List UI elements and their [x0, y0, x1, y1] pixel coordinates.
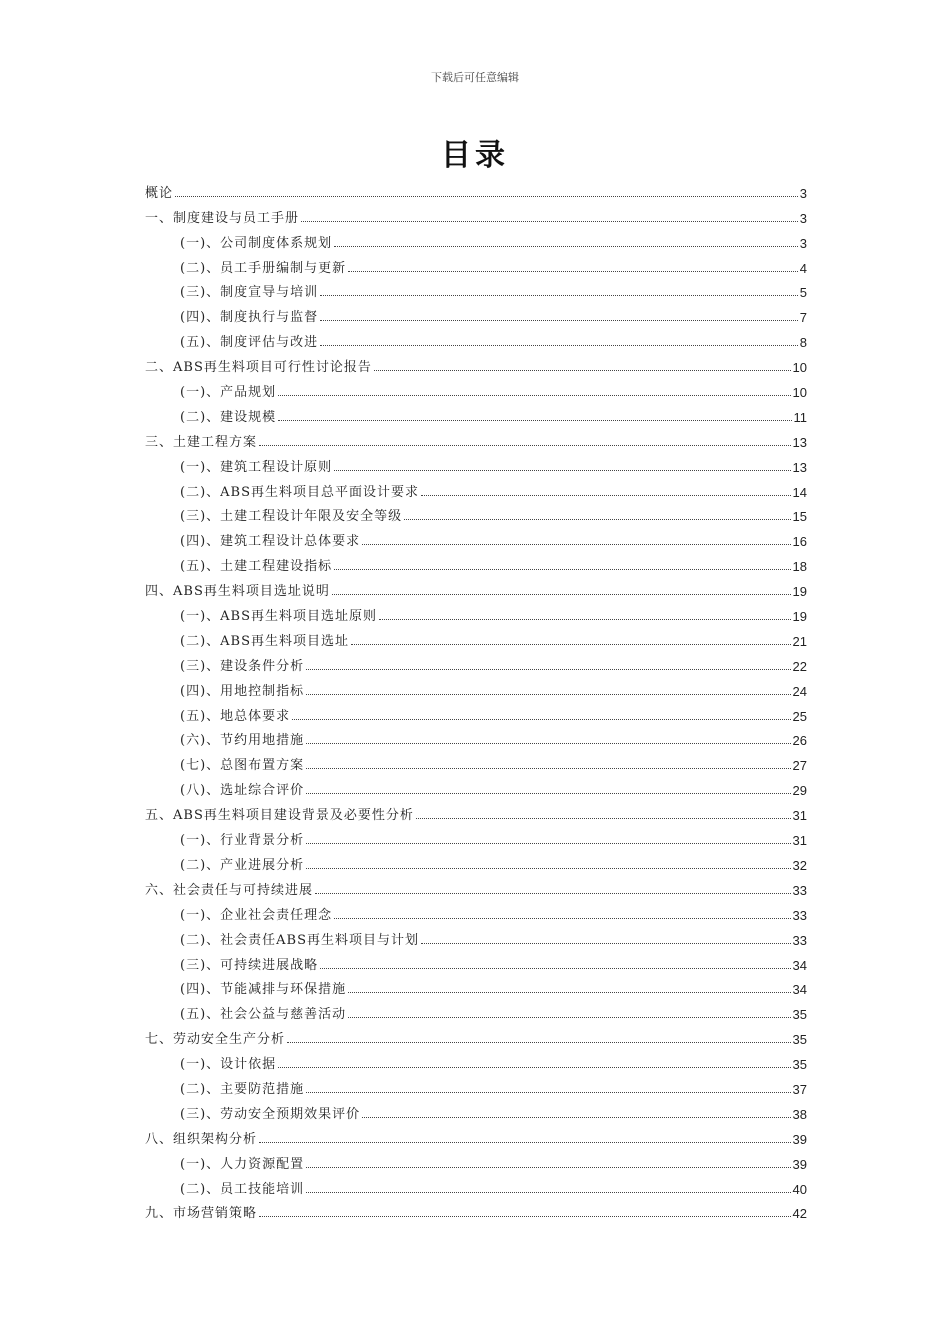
toc-entry-page-number: 21 — [792, 633, 807, 649]
toc-dot-leader — [278, 395, 790, 396]
toc-entry[interactable] — [145, 649, 807, 674]
page-title: 目录 — [441, 138, 509, 173]
toc-entry-page-number: 38 — [792, 1106, 807, 1122]
toc-entry[interactable] — [145, 1072, 807, 1097]
toc-entry[interactable] — [145, 251, 807, 276]
toc-entry-page-number: 3 — [799, 210, 807, 226]
toc-entry-label: 七、劳动安全生产分析 — [145, 1032, 286, 1048]
toc-entry[interactable] — [145, 276, 807, 301]
toc-entry-page-number: 29 — [792, 783, 807, 799]
toc-entry[interactable] — [145, 1097, 807, 1122]
toc-entry-page-number: 27 — [792, 758, 807, 774]
toc-entry-page-number: 34 — [792, 982, 807, 998]
toc-entry-page-number: 31 — [792, 808, 807, 824]
toc-entry-page-number: 39 — [792, 1156, 807, 1172]
toc-entry[interactable] — [145, 1197, 807, 1222]
toc-entry[interactable] — [145, 300, 807, 325]
toc-entry[interactable] — [145, 475, 807, 500]
toc-dot-leader — [287, 1042, 791, 1043]
toc-entry-page-number: 35 — [792, 1007, 807, 1023]
toc-entry-label: (二)、员工技能培训 — [180, 1181, 305, 1197]
toc-dot-leader — [301, 221, 798, 222]
toc-entry[interactable] — [145, 773, 807, 798]
toc-dot-leader — [379, 619, 791, 620]
toc-entry-label: (三)、可持续进展战略 — [180, 957, 319, 973]
toc-dot-leader — [259, 445, 791, 446]
toc-entry[interactable] — [145, 201, 807, 226]
toc-dot-leader — [320, 968, 790, 969]
toc-entry-label: 九、市场营销策略 — [145, 1206, 258, 1222]
toc-entry-page-number: 33 — [792, 882, 807, 898]
toc-entry[interactable] — [145, 226, 807, 251]
toc-entry[interactable] — [145, 400, 807, 425]
toc-dot-leader — [362, 544, 790, 545]
toc-entry-page-number: 32 — [792, 857, 807, 873]
toc-entry-label: (三)、制度宣导与培训 — [180, 285, 319, 301]
toc-entry-label: (四)、节能减排与环保措施 — [180, 982, 347, 998]
toc-dot-leader — [421, 943, 791, 944]
toc-entry-label: (三)、建设条件分析 — [180, 658, 305, 674]
toc-entry[interactable] — [145, 1172, 807, 1197]
toc-entry[interactable] — [145, 1122, 807, 1147]
toc-entry-page-number: 37 — [792, 1081, 807, 1097]
toc-entry[interactable] — [145, 599, 807, 624]
toc-entry-label: 八、组织架构分析 — [145, 1131, 258, 1147]
toc-dot-leader — [334, 569, 790, 570]
toc-entry[interactable] — [145, 923, 807, 948]
toc-entry-page-number: 14 — [792, 484, 807, 500]
toc-entry-label: (二)、ABS再生料项目选址 — [180, 633, 349, 649]
toc-entry-label: (一)、ABS再生料项目选址原则 — [180, 609, 377, 625]
toc-entry-label: (二)、建设规模 — [180, 409, 277, 425]
toc-dot-leader — [306, 1092, 790, 1093]
toc-dot-leader — [416, 818, 791, 819]
toc-entry-page-number: 35 — [792, 1057, 807, 1073]
toc-dot-leader — [348, 271, 798, 272]
toc-entry-label: (五)、地总体要求 — [180, 708, 291, 724]
toc-entry-label: (一)、产品规划 — [180, 385, 277, 401]
toc-dot-leader — [306, 694, 790, 695]
toc-entry[interactable] — [145, 699, 807, 724]
toc-dot-leader — [306, 1167, 790, 1168]
toc-entry-page-number: 31 — [792, 833, 807, 849]
toc-entry-label: 五、ABS再生料项目建设背景及必要性分析 — [145, 808, 414, 824]
toc-entry[interactable] — [145, 1047, 807, 1072]
toc-entry[interactable] — [145, 574, 807, 599]
toc-entry-page-number: 16 — [792, 534, 807, 550]
toc-entry-label: (一)、人力资源配置 — [180, 1156, 305, 1172]
toc-dot-leader — [306, 768, 790, 769]
toc-dot-leader — [306, 1192, 790, 1193]
toc-entry-label: (二)、产业进展分析 — [180, 857, 305, 873]
toc-entry[interactable] — [145, 375, 807, 400]
toc-entry[interactable] — [145, 674, 807, 699]
toc-dot-leader — [351, 644, 791, 645]
toc-entry[interactable] — [145, 798, 807, 823]
toc-dot-leader — [320, 320, 798, 321]
toc-dot-leader — [306, 793, 790, 794]
toc-entry-page-number: 11 — [793, 409, 807, 425]
toc-dot-leader — [175, 196, 798, 197]
toc-entry-label: (一)、建筑工程设计原则 — [180, 459, 333, 475]
toc-entry-page-number: 10 — [792, 360, 807, 376]
toc-entry-label: (一)、行业背景分析 — [180, 833, 305, 849]
toc-dot-leader — [278, 1067, 790, 1068]
toc-entry-label: (二)、主要防范措施 — [180, 1081, 305, 1097]
toc-entry-label: (二)、ABS再生料项目总平面设计要求 — [180, 484, 419, 500]
toc-dot-leader — [320, 295, 798, 296]
toc-entry-label: 六、社会责任与可持续进展 — [145, 882, 314, 898]
toc-entry-page-number: 22 — [792, 658, 807, 674]
toc-entry[interactable] — [145, 948, 807, 973]
toc-dot-leader — [306, 868, 790, 869]
toc-entry-page-number: 42 — [792, 1206, 807, 1222]
toc-entry[interactable] — [145, 873, 807, 898]
toc-entry-label: (三)、劳动安全预期效果评价 — [180, 1106, 361, 1122]
toc-entry-page-number: 8 — [799, 335, 807, 351]
toc-entry[interactable] — [145, 997, 807, 1022]
toc-dot-leader — [320, 345, 798, 346]
table-of-contents — [145, 176, 807, 1221]
toc-entry[interactable] — [145, 1147, 807, 1172]
toc-entry-page-number: 19 — [792, 584, 807, 600]
toc-entry[interactable] — [145, 450, 807, 475]
toc-dot-leader — [292, 719, 790, 720]
toc-dot-leader — [259, 1142, 791, 1143]
toc-entry-label: 一、制度建设与员工手册 — [145, 210, 300, 226]
toc-entry[interactable] — [145, 973, 807, 998]
toc-entry-page-number: 3 — [799, 235, 807, 251]
toc-dot-leader — [334, 918, 790, 919]
toc-dot-leader — [332, 594, 791, 595]
toc-entry[interactable] — [145, 624, 807, 649]
toc-dot-leader — [334, 470, 790, 471]
toc-entry-page-number: 7 — [799, 310, 807, 326]
toc-entry[interactable] — [145, 325, 807, 350]
page-header: 下载后可任意编辑 — [431, 71, 519, 84]
toc-entry-label: (八)、选址综合评价 — [180, 783, 305, 799]
toc-entry[interactable] — [145, 898, 807, 923]
toc-entry-label: (四)、制度执行与监督 — [180, 310, 319, 326]
toc-dot-leader — [374, 370, 791, 371]
toc-dot-leader — [362, 1117, 790, 1118]
toc-entry-page-number: 33 — [792, 932, 807, 948]
toc-entry-label: (二)、社会责任ABS再生料项目与计划 — [180, 932, 419, 948]
toc-dot-leader — [306, 843, 790, 844]
toc-dot-leader — [306, 669, 790, 670]
toc-dot-leader — [348, 992, 790, 993]
toc-entry-label: 二、ABS再生料项目可行性讨论报告 — [145, 360, 372, 376]
toc-entry[interactable] — [145, 524, 807, 549]
toc-entry[interactable] — [145, 748, 807, 773]
toc-dot-leader — [334, 246, 798, 247]
toc-entry-label: (二)、员工手册编制与更新 — [180, 260, 347, 276]
toc-entry-label: (七)、总图布置方案 — [180, 758, 305, 774]
toc-entry[interactable] — [145, 176, 807, 201]
toc-entry[interactable] — [145, 823, 807, 848]
toc-dot-leader — [348, 1017, 790, 1018]
toc-entry-label: (六)、节约用地措施 — [180, 733, 305, 749]
toc-dot-leader — [278, 420, 791, 421]
toc-dot-leader — [306, 743, 790, 744]
toc-entry[interactable] — [145, 549, 807, 574]
toc-entry-page-number: 34 — [792, 957, 807, 973]
toc-dot-leader — [259, 1216, 791, 1217]
toc-entry[interactable] — [145, 425, 807, 450]
toc-entry-page-number: 4 — [799, 260, 807, 276]
toc-entry-label: (五)、社会公益与慈善活动 — [180, 1007, 347, 1023]
toc-entry-page-number: 26 — [792, 733, 807, 749]
toc-entry-label: (五)、制度评估与改进 — [180, 335, 319, 351]
toc-entry-page-number: 25 — [792, 708, 807, 724]
toc-dot-leader — [404, 519, 790, 520]
toc-entry[interactable] — [145, 500, 807, 525]
toc-entry[interactable] — [145, 350, 807, 375]
toc-entry-label: (三)、土建工程设计年限及安全等级 — [180, 509, 403, 525]
toc-entry-page-number: 19 — [792, 609, 807, 625]
toc-entry-label: 四、ABS再生料项目选址说明 — [145, 584, 330, 600]
toc-entry-page-number: 35 — [792, 1032, 807, 1048]
toc-entry-page-number: 18 — [792, 559, 807, 575]
toc-entry-label: (一)、设计依据 — [180, 1057, 277, 1073]
toc-entry-label: (一)、企业社会责任理念 — [180, 907, 333, 923]
toc-dot-leader — [421, 495, 791, 496]
toc-entry-label: (五)、土建工程建设指标 — [180, 559, 333, 575]
toc-entry-page-number: 10 — [792, 385, 807, 401]
toc-entry-page-number: 13 — [792, 434, 807, 450]
toc-entry-page-number: 33 — [792, 907, 807, 923]
toc-entry-label: (一)、公司制度体系规划 — [180, 235, 333, 251]
toc-entry-page-number: 24 — [792, 683, 807, 699]
toc-entry-label: 三、土建工程方案 — [145, 434, 258, 450]
toc-entry-label: 概论 — [145, 185, 174, 201]
toc-entry-page-number: 3 — [799, 185, 807, 201]
toc-dot-leader — [315, 893, 791, 894]
toc-entry-page-number: 13 — [792, 459, 807, 475]
toc-entry-label: (四)、建筑工程设计总体要求 — [180, 534, 361, 550]
toc-entry[interactable] — [145, 848, 807, 873]
toc-entry-page-number: 40 — [792, 1181, 807, 1197]
toc-entry-page-number: 15 — [792, 509, 807, 525]
toc-entry-label: (四)、用地控制指标 — [180, 683, 305, 699]
toc-entry[interactable] — [145, 1022, 807, 1047]
toc-entry-page-number: 39 — [792, 1131, 807, 1147]
toc-entry-page-number: 5 — [799, 285, 807, 301]
toc-entry[interactable] — [145, 724, 807, 749]
